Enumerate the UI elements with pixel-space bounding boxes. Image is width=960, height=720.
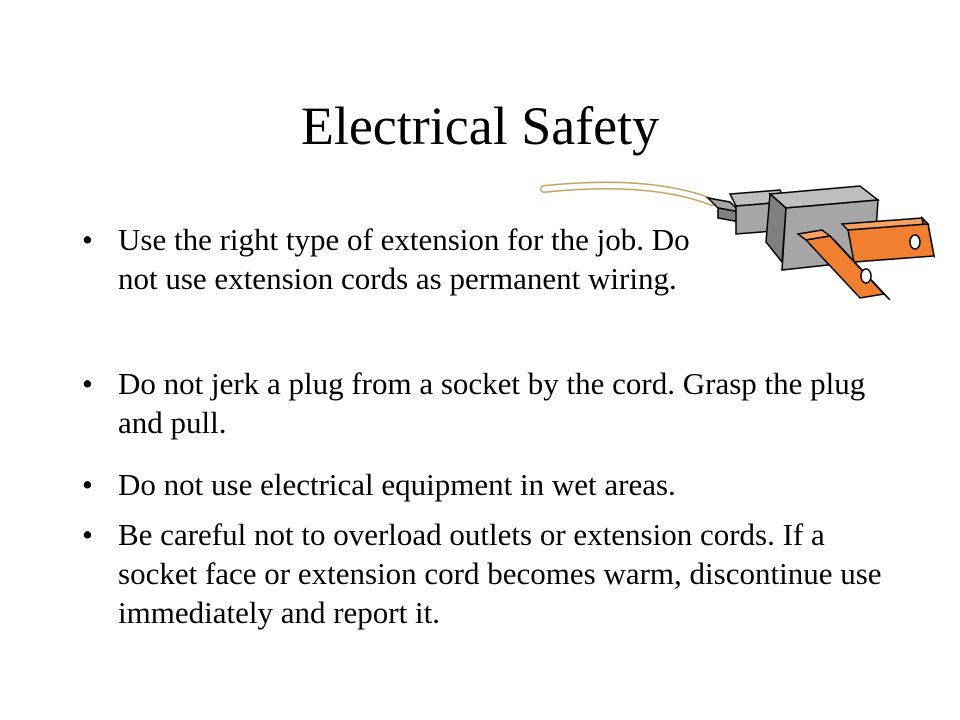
bullet-item [82, 364, 902, 442]
cord [544, 186, 712, 202]
slide-title: Electrical Safety [300, 96, 660, 156]
bullet-item [82, 515, 902, 632]
electrical-plug-icon [530, 180, 950, 310]
bullet-text: Be careful not to overload outlets or extension cords. If a socket face or extension cord becomes warm, discontinue use immediately and report it. [118, 517, 882, 630]
prong-front [848, 224, 934, 262]
bullet-icon: • [82, 366, 93, 401]
bullet-icon: • [82, 517, 93, 552]
bullet-text: Do not jerk a plug from a socket by the cord. Grasp the plug and pull. [118, 366, 866, 440]
bullet-icon: • [82, 467, 93, 502]
bullet-text: Use the right type of extension for the job. Do not use extension cords as permanent wiring. [118, 222, 690, 296]
bullet-text: Do not use electrical equipment in wet areas. [118, 467, 676, 502]
bullet-item [82, 465, 902, 504]
bullet-icon: • [82, 222, 93, 257]
prong-hole [861, 269, 871, 283]
prong-hole [910, 235, 920, 249]
